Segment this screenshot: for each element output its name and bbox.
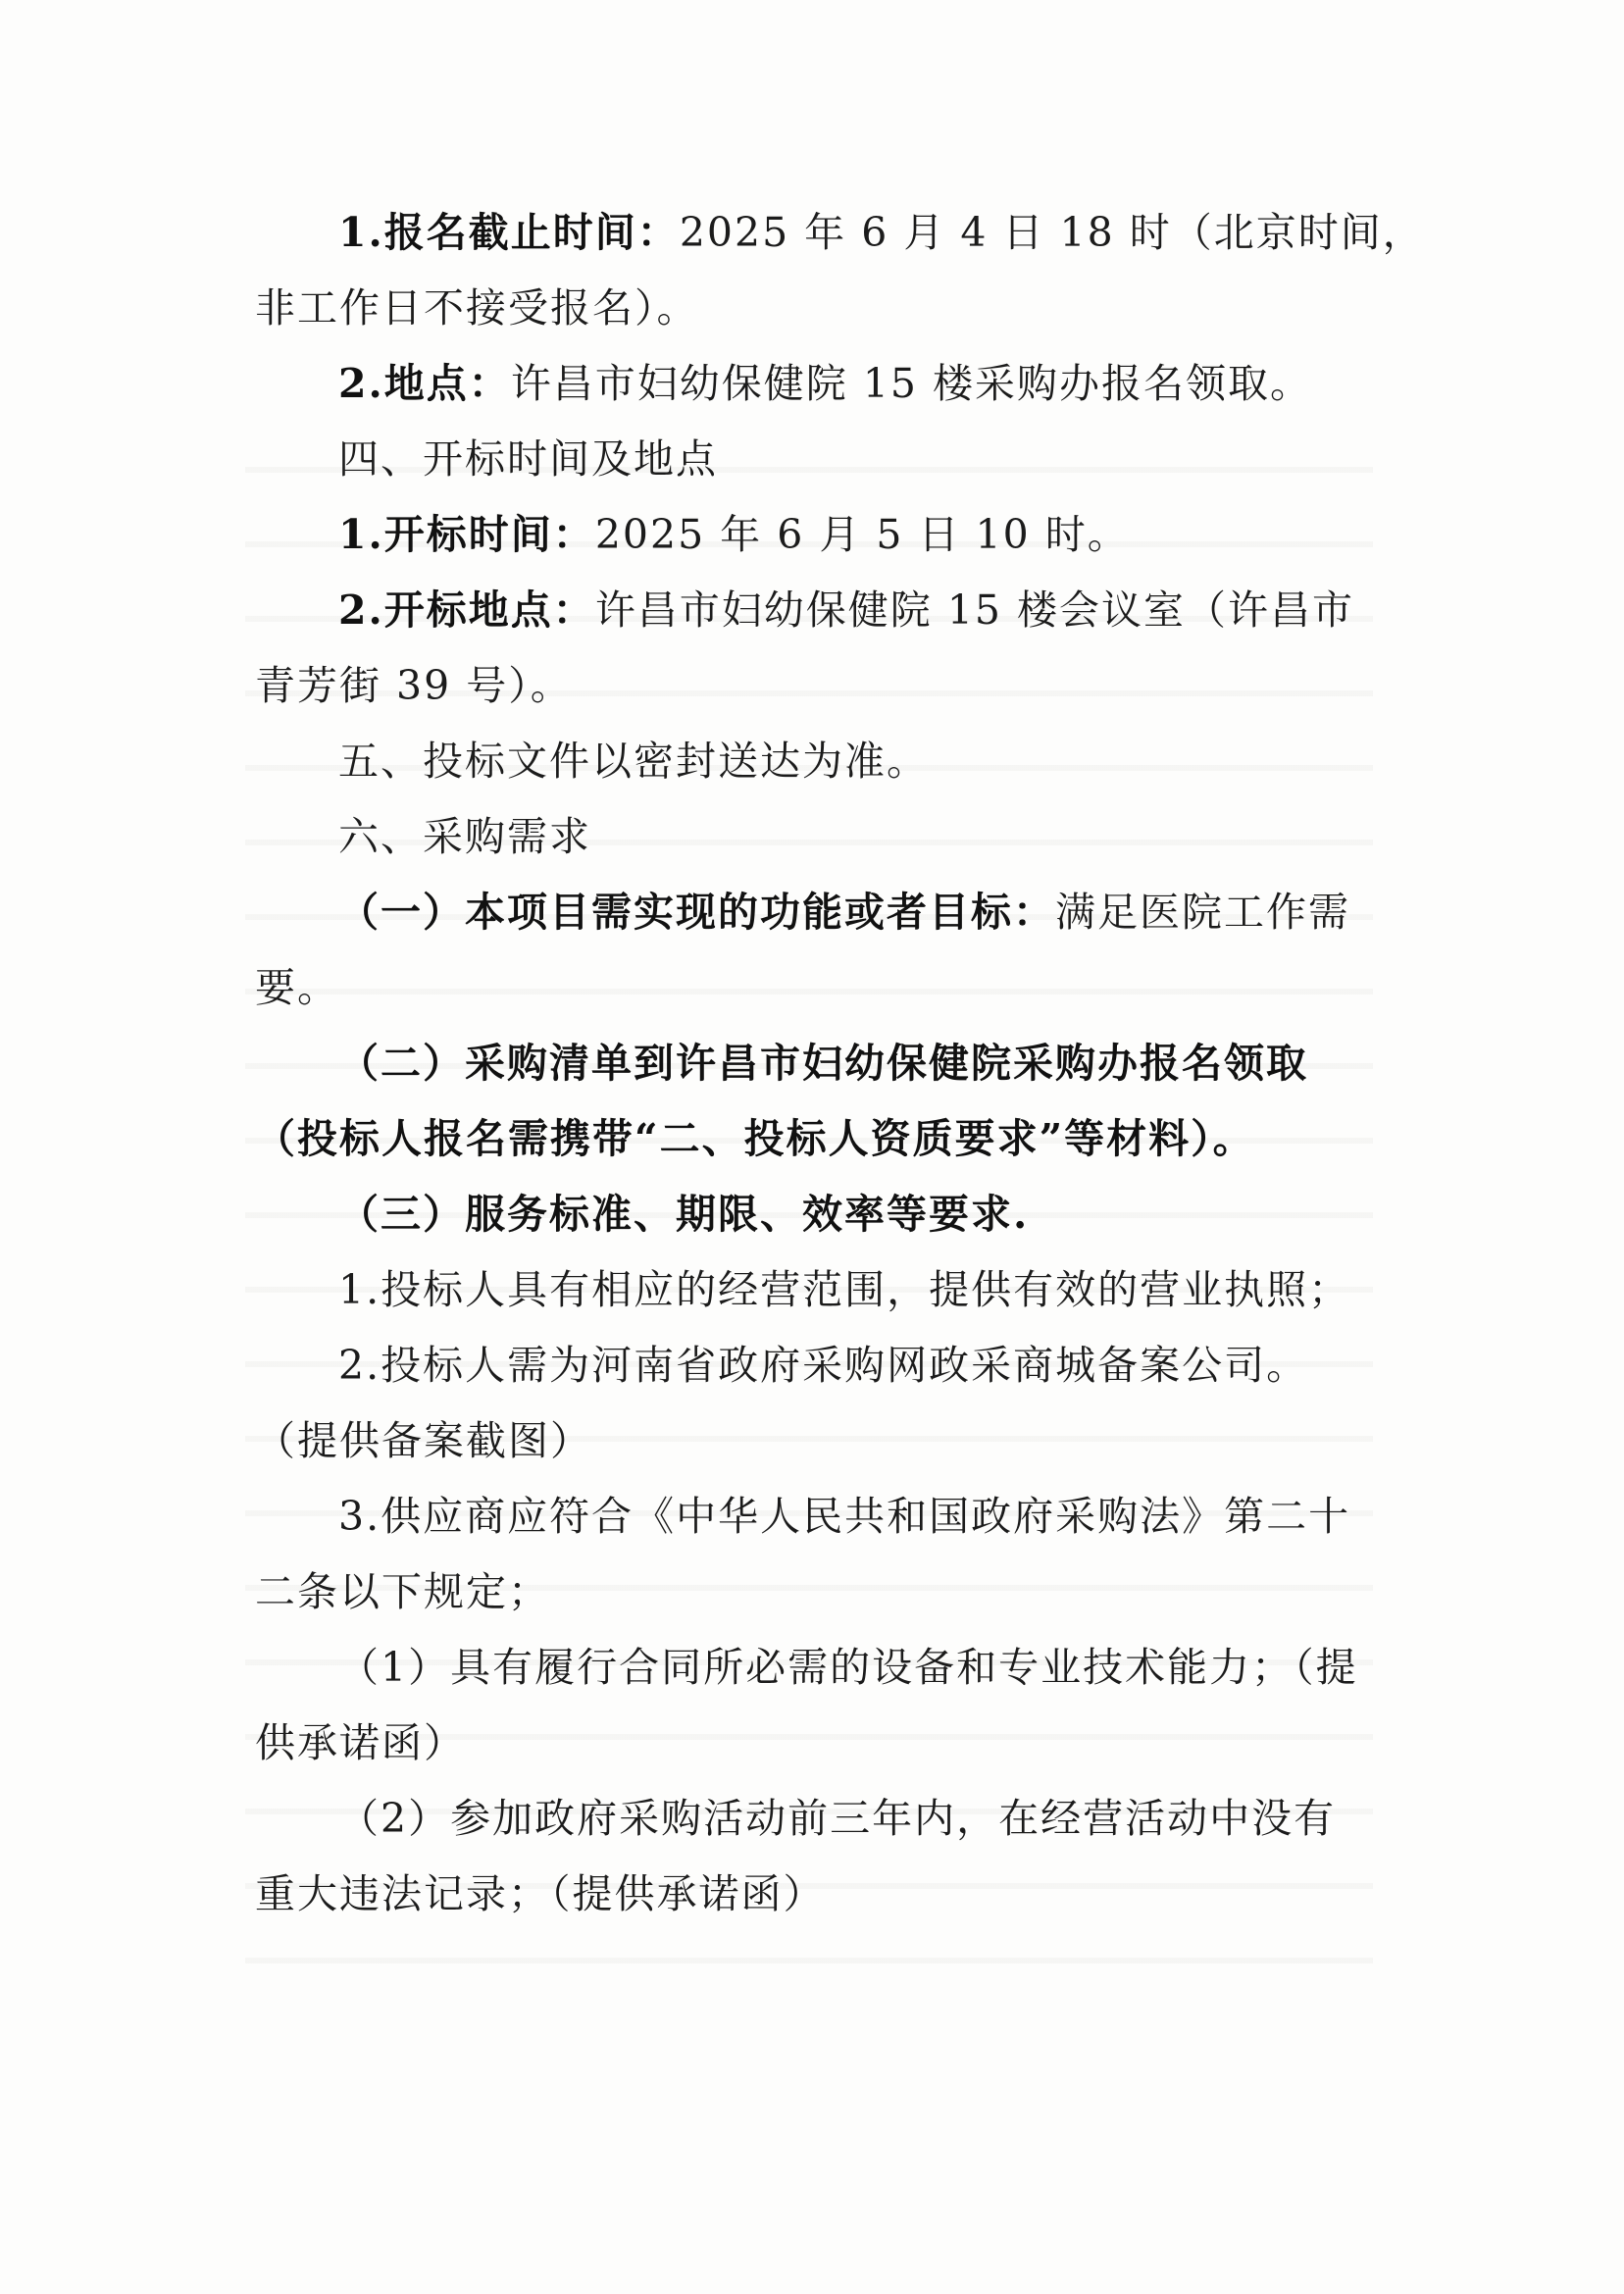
paragraph-no-violations: （2）参加政府采购活动前三年内，在经营活动中没有 bbox=[338, 1795, 1337, 1842]
heading-procurement-requirements: 六、采购需求 bbox=[338, 813, 591, 860]
paragraph-bid-opening-time: 1.开标时间：2025 年 6 月 5 日 10 时。 bbox=[338, 511, 1130, 558]
paragraph-registration-deadline-cont: 非工作日不接受报名）。 bbox=[255, 284, 699, 331]
paragraph-procurement-list-cont: （投标人报名需携带“二、投标人资质要求”等材料）。 bbox=[255, 1115, 1255, 1162]
heading-service-standards: （三）服务标准、期限、效率等要求. bbox=[338, 1191, 1030, 1238]
heading-bid-opening: 四、开标时间及地点 bbox=[338, 435, 718, 483]
paragraph-registration-location: 2.地点：许昌市妇幼保健院 15 楼采购办报名领取。 bbox=[338, 360, 1313, 407]
paragraph-goal: （一）本项目需实现的功能或者目标：满足医院工作需 bbox=[338, 889, 1350, 936]
paragraph-mall-registration-cont: （提供备案截图） bbox=[255, 1417, 592, 1464]
heading-sealed-delivery: 五、投标文件以密封送达为准。 bbox=[338, 738, 929, 785]
paragraph-bid-opening-location: 2.开标地点：许昌市妇幼保健院 15 楼会议室（许昌市 bbox=[338, 586, 1355, 634]
paragraph-procurement-law-cont: 二条以下规定； bbox=[255, 1568, 550, 1615]
paragraph-registration-deadline: 1.报名截止时间：2025 年 6 月 4 日 18 时（北京时间， bbox=[338, 209, 1425, 256]
paragraph-no-violations-cont: 重大违法记录；（提供承诺函） bbox=[255, 1870, 826, 1917]
paragraph-equipment-capability: （1）具有履行合同所必需的设备和专业技术能力；（提 bbox=[338, 1644, 1358, 1691]
paragraph-procurement-law: 3.供应商应符合《中华人民共和国政府采购法》第二十 bbox=[338, 1493, 1351, 1540]
paragraph-mall-registration: 2.投标人需为河南省政府采购网政采商城备案公司。 bbox=[338, 1342, 1309, 1389]
paragraph-equipment-capability-cont: 供承诺函） bbox=[255, 1719, 466, 1766]
paragraph-bid-opening-location-cont: 青芳街 39 号）。 bbox=[255, 662, 573, 709]
paragraph-business-license: 1.投标人具有相应的经营范围，提供有效的营业执照； bbox=[338, 1266, 1351, 1313]
paragraph-procurement-list: （二）采购清单到许昌市妇幼保健院采购办报名领取 bbox=[338, 1040, 1308, 1087]
paragraph-goal-cont: 要。 bbox=[255, 964, 339, 1011]
